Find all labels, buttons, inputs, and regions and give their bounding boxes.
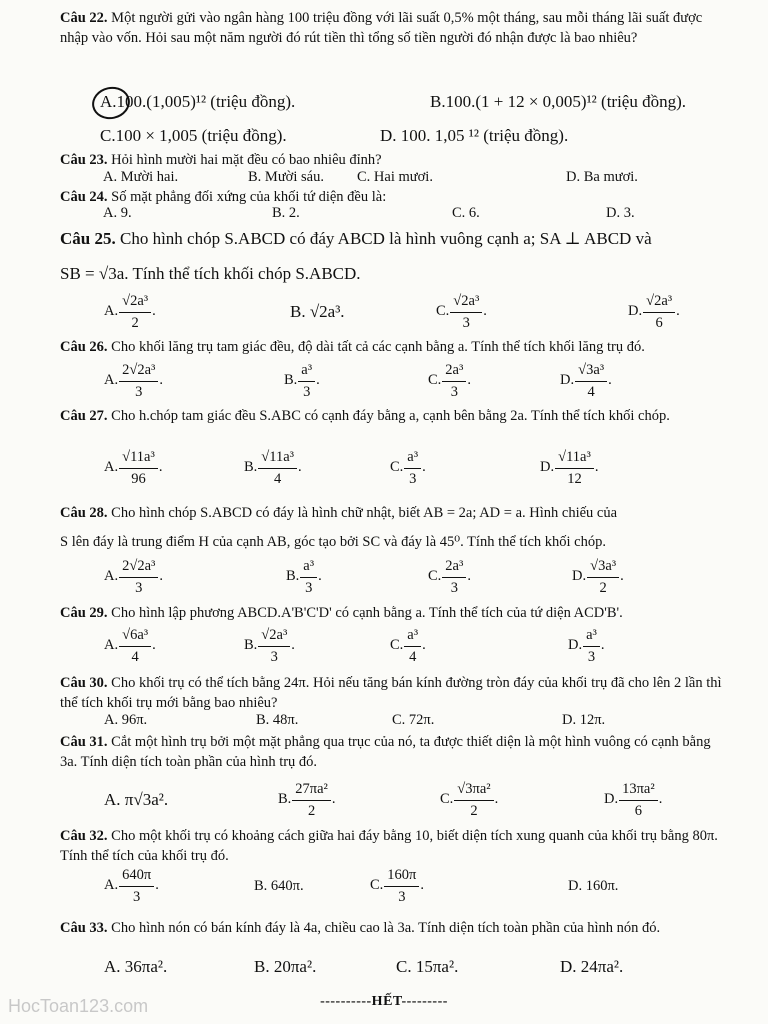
question-30 xyxy=(60,673,730,713)
option-a: A. $\frac{\text{√2a³}}{2}$ . xyxy=(104,290,156,333)
end-marker: ----------HẾT--------- xyxy=(320,994,448,1009)
question-label: Câu 25. xyxy=(60,229,116,248)
question-text: Cắt một hình trụ bởi một mặt phẳng qua trục của nó, ta được thiết diện là một hình vuông có cạnh bằng 3a. Tính diện tích toàn phần của hình trụ đó. xyxy=(60,734,711,770)
question-22 xyxy=(60,8,730,48)
option-b: B. $\frac{\text{√2a³}}{3}$ . xyxy=(244,624,295,667)
option-c: C.100 × 1,005 (triệu đồng). xyxy=(100,126,287,145)
option-d: D. 3. xyxy=(606,205,635,221)
option-a: A. $\frac{640\pi}{3}$ . xyxy=(104,864,159,907)
option-b: B. $\frac{\text{a³}}{3}$ . xyxy=(286,555,322,598)
question-label: Câu 32. xyxy=(60,828,108,844)
question-label: Câu 24. xyxy=(60,189,108,205)
option-c: C. $\frac{\text{2a³}}{3}$ . xyxy=(428,359,471,402)
option-d: D. 24πa². xyxy=(560,957,624,976)
option-a: A. 36πa². xyxy=(104,957,168,976)
option-a: A. $\frac{\text{2√2a³}}{3}$ . xyxy=(104,359,163,402)
option-c: C. $\frac{\text{√3πa²}}{2}$ . xyxy=(440,778,498,821)
option-a: A. $\frac{\text{√11a³}}{96}$ . xyxy=(104,446,162,489)
question-25 xyxy=(60,229,730,249)
option-b: B. √2a³. xyxy=(290,302,345,321)
option-a: A. 96π. xyxy=(104,712,148,728)
option-d: D. 100. 1,05 ¹² (triệu đồng). xyxy=(380,126,569,145)
question-label: Câu 27. xyxy=(60,408,108,424)
question-text: Cho một khối trụ có khoảng cách giữa hai đáy bằng 10, biết diện tích xung quanh của khối trụ bằng 80π. Tính thể tích của khối trụ đó. xyxy=(60,828,718,864)
question-text: Cho hình nón có bán kính đáy là 4a, chiều cao là 3a. Tính diện tích toàn phần của hình nón đó. xyxy=(111,920,661,936)
option-d: D. $\frac{\text{13πa²}}{6}$ . xyxy=(604,778,662,821)
question-label: Câu 28. xyxy=(60,505,108,521)
question-27 xyxy=(60,406,730,426)
question-24 xyxy=(60,187,730,207)
option-c: C. $\frac{\text{2a³}}{3}$ . xyxy=(428,555,471,598)
option-b: B. Mười sáu. xyxy=(248,169,324,185)
option-c: C. 72π. xyxy=(392,712,435,728)
question-text: Hỏi hình mười hai mặt đều có bao nhiêu đỉnh? xyxy=(111,152,382,168)
option-d: D. 12π. xyxy=(562,712,606,728)
option-b: B. $\frac{\text{√11a³}}{4}$ . xyxy=(244,446,302,489)
question-23 xyxy=(60,150,730,170)
option-d: D. $\frac{\text{√2a³}}{6}$ . xyxy=(628,290,680,333)
question-31 xyxy=(60,732,730,772)
question-text: Một người gửi vào ngân hàng 100 triệu đồng với lãi suất 0,5% một tháng, sau mỗi tháng lãi suất được nhập vào vốn. Hỏi sau một năm người đó rút tiền thì tổng số tiền người đó nhận được là bao nhiêu? xyxy=(60,10,703,46)
option-d: D. $\frac{\text{√3a³}}{2}$ . xyxy=(572,555,624,598)
question-33 xyxy=(60,918,730,938)
question-28-line2: S lên đáy là trung điểm H của cạnh AB, góc tạo bởi SC và đáy là 45⁰. Tính thể tích khối chóp. xyxy=(60,534,606,550)
question-26 xyxy=(60,337,730,357)
option-b: B. 640π. xyxy=(254,878,304,894)
option-c: C. 6. xyxy=(452,205,480,221)
question-29 xyxy=(60,603,730,623)
question-label: Câu 33. xyxy=(60,920,108,936)
question-label: Câu 30. xyxy=(60,675,108,691)
option-c: C. $\frac{\text{a³}}{4}$ . xyxy=(390,624,426,667)
question-text: Số mặt phẳng đối xứng của khối tứ diện đều là: xyxy=(111,189,387,205)
question-25-line2: SB = √3a. Tính thể tích khối chóp S.ABCD. xyxy=(60,264,361,283)
question-label: Câu 23. xyxy=(60,152,108,168)
option-c: C. $\frac{\text{√2a³}}{3}$ . xyxy=(436,290,487,333)
option-d: D. Ba mươi. xyxy=(566,169,638,185)
option-d: D. 160π. xyxy=(568,878,619,894)
question-text: Cho hình chóp S.ABCD có đáy là hình chữ nhật, biết AB = 2a; AD = a. Hình chiếu của xyxy=(111,505,618,521)
option-a: A. $\frac{\text{2√2a³}}{3}$ . xyxy=(104,555,163,598)
question-text: Cho khối trụ có thể tích bằng 24π. Hỏi nếu tăng bán kính đường tròn đáy của khối trụ đã cho lên 2 lần thì thể tích khối trụ mới bằng bao nhiêu? xyxy=(60,675,722,711)
option-a: A. $\frac{\text{√6a³}}{4}$ . xyxy=(104,624,156,667)
option-a: A. Mười hai. xyxy=(103,169,179,185)
question-label: Câu 31. xyxy=(60,734,108,750)
option-a: A. 9. xyxy=(103,205,132,221)
option-c: C. 15πa². xyxy=(396,957,459,976)
question-32 xyxy=(60,826,730,866)
option-d: D. $\frac{\text{√11a³}}{12}$ . xyxy=(540,446,598,489)
question-text: Cho khối lăng trụ tam giác đều, độ dài tất cả các cạnh bằng a. Tính thể tích khối lăng trụ đó. xyxy=(111,339,645,355)
option-b: B. 2. xyxy=(272,205,300,221)
option-d: D. $\frac{\text{√3a³}}{4}$ . xyxy=(560,359,612,402)
option-a: A.100.(1,005)¹² (triệu đồng). xyxy=(100,92,296,111)
watermark: HocToan123.com xyxy=(8,996,149,1016)
option-a: A. π√3a². xyxy=(104,790,169,809)
question-text: Cho hình chóp S.ABCD có đáy ABCD là hình vuông cạnh a; SA ⊥ ABCD và xyxy=(119,229,652,248)
option-c: C. Hai mươi. xyxy=(357,169,433,185)
option-b: B.100.(1 + 12 × 0,005)¹² (triệu đồng). xyxy=(430,92,687,111)
option-c: C. $\frac{160\pi}{3}$ . xyxy=(370,864,424,907)
option-b: B. $\frac{\text{27πa²}}{2}$ . xyxy=(278,778,336,821)
question-label: Câu 22. xyxy=(60,10,108,26)
option-d: D. $\frac{\text{a³}}{3}$ . xyxy=(568,624,605,667)
question-label: Câu 26. xyxy=(60,339,108,355)
option-c: C. $\frac{\text{a³}}{3}$ . xyxy=(390,446,426,489)
question-28 xyxy=(60,503,730,523)
option-b: B. 48π. xyxy=(256,712,299,728)
option-b: B. $\frac{\text{a³}}{3}$ . xyxy=(284,359,320,402)
question-label: Câu 29. xyxy=(60,605,108,621)
question-text: Cho h.chóp tam giác đều S.ABC có cạnh đáy bằng a, cạnh bên bằng 2a. Tính thể tích khối chóp. xyxy=(111,408,670,424)
question-text: Cho hình lập phương ABCD.A'B'C'D' có cạnh bằng a. Tính thể tích của tứ diện ACD'B'. xyxy=(111,605,623,621)
option-b: B. 20πa². xyxy=(254,957,317,976)
